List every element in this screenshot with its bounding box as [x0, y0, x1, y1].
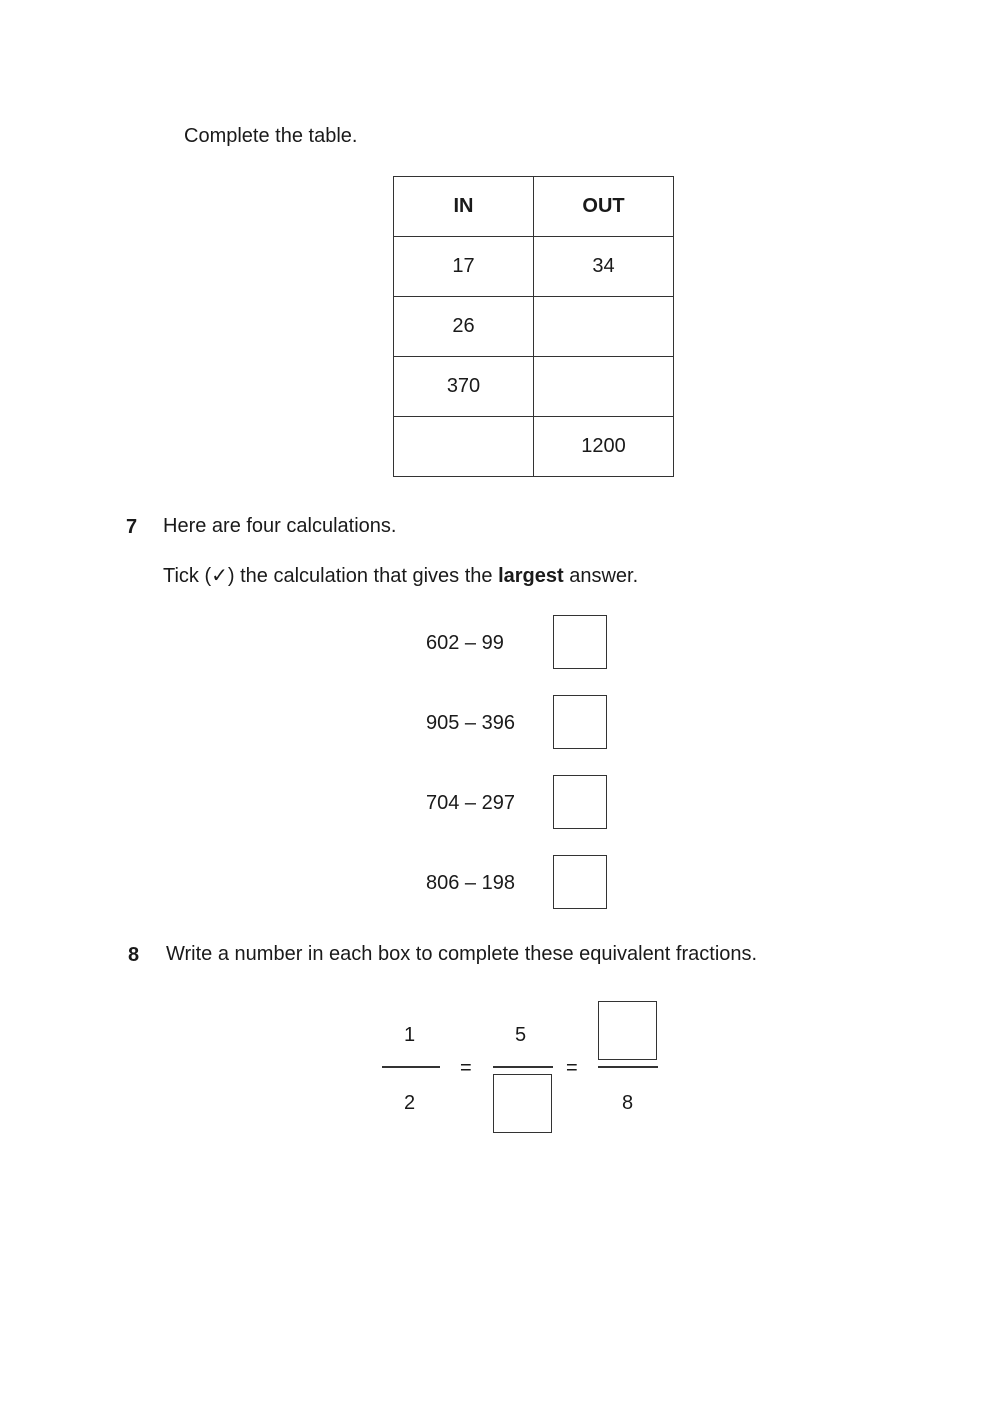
fraction-1-bar	[382, 1066, 440, 1068]
question-8-instruction: Write a number in each box to complete these equivalent fractions.	[166, 943, 758, 965]
cell-in: 26	[394, 297, 534, 357]
instruction-post: answer.	[563, 565, 639, 587]
instruction-bold: largest	[498, 565, 564, 587]
cell-in-answer[interactable]	[394, 417, 534, 477]
fraction-1-denominator: 2	[404, 1092, 416, 1114]
fraction-3-numerator-box[interactable]	[598, 1001, 657, 1060]
cell-in: 370	[394, 357, 534, 417]
equals-sign-1: =	[460, 1057, 472, 1079]
calculation-1: 602 – 99	[426, 632, 504, 654]
question-7-number: 7	[126, 516, 138, 538]
table-row	[394, 237, 674, 297]
tick-box-3[interactable]	[553, 775, 607, 829]
fraction-2-denominator-box[interactable]	[493, 1074, 552, 1133]
table-instruction: Complete the table.	[184, 125, 358, 147]
tick-box-1[interactable]	[553, 615, 607, 669]
cell-out: 34	[534, 237, 674, 297]
fraction-3-bar	[598, 1066, 658, 1068]
question-8-number: 8	[128, 944, 140, 966]
calculation-4: 806 – 198	[426, 872, 515, 894]
table-row	[394, 417, 674, 477]
instruction-pre: Tick (✓) the calculation that gives the	[163, 565, 499, 587]
cell-out-answer[interactable]	[534, 297, 674, 357]
cell-out-answer[interactable]	[534, 357, 674, 417]
cell-out: 1200	[534, 417, 674, 477]
tick-box-2[interactable]	[553, 695, 607, 749]
table-row	[394, 357, 674, 417]
fraction-2-bar	[493, 1066, 553, 1068]
tick-box-4[interactable]	[553, 855, 607, 909]
table-row	[394, 297, 674, 357]
fraction-3-denominator: 8	[622, 1092, 634, 1114]
equals-sign-2: =	[566, 1057, 578, 1079]
fraction-2-numerator: 5	[515, 1024, 527, 1046]
question-7-intro: Here are four calculations.	[163, 515, 397, 537]
calculation-2: 905 – 396	[426, 712, 515, 734]
header-out: OUT	[534, 177, 674, 237]
calculation-3: 704 – 297	[426, 792, 515, 814]
header-in: IN	[394, 177, 534, 237]
fraction-1-numerator: 1	[404, 1024, 416, 1046]
cell-in: 17	[394, 237, 534, 297]
in-out-table	[393, 176, 674, 477]
table-header-row	[394, 177, 674, 237]
question-7-instruction	[163, 566, 638, 586]
